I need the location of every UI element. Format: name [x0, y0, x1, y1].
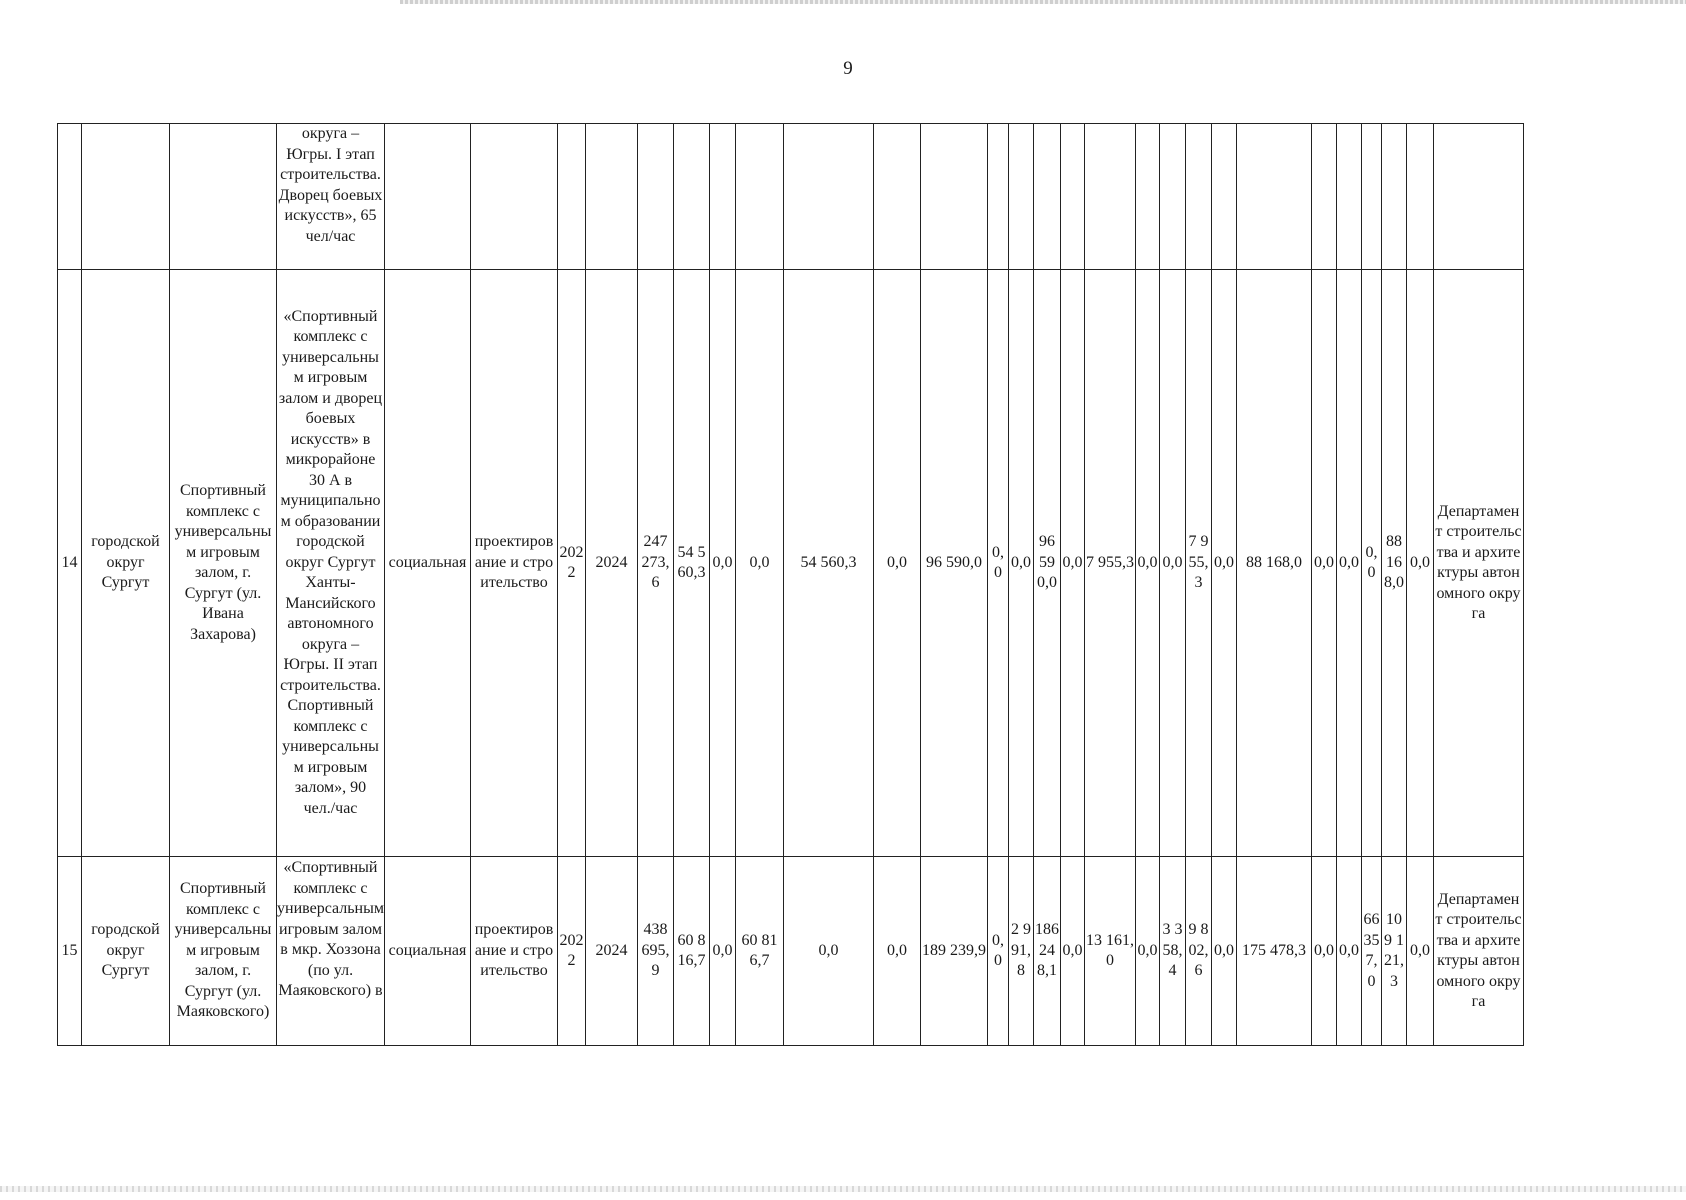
- value-cell: 0,0: [1337, 857, 1362, 1046]
- agency-cell: Департамент строительства и архитектуры автономного округа: [1434, 270, 1524, 857]
- value-cell: [736, 124, 784, 270]
- value-cell: [874, 124, 921, 270]
- object-full-name-text: «Спортивный комплекс с универсальным игровым залом в мкр. Хоззона (по ул. Маяковского) в: [277, 859, 384, 999]
- value-cell: 189 239,9: [921, 857, 988, 1046]
- row-number: [58, 124, 82, 270]
- value-cell: [1186, 124, 1212, 270]
- value-cell: 3 358,4: [1160, 857, 1186, 1046]
- value-cell: 0,0: [1407, 857, 1434, 1046]
- value-cell: 109 121,3: [1382, 857, 1407, 1046]
- work-type-cell: проектирование и строительство: [471, 857, 558, 1046]
- value-cell: 186 248,1: [1034, 857, 1061, 1046]
- value-cell: [1061, 124, 1085, 270]
- object-name-cell: Спортивный комплекс с универсальным игровым залом, г. Сургут (ул. Маяковского): [170, 857, 277, 1046]
- table-row: [58, 270, 1524, 857]
- value-cell: 0,0: [1212, 270, 1237, 857]
- value-cell: 0,0: [1160, 270, 1186, 857]
- value-cell: 0,0: [710, 857, 736, 1046]
- agency-cell: [1434, 124, 1524, 270]
- value-cell: 54 560,3: [784, 270, 874, 857]
- value-cell: [1237, 124, 1312, 270]
- row-number: 14: [58, 270, 82, 857]
- value-cell: 0,0: [784, 857, 874, 1046]
- end-year-cell: 2024: [586, 270, 638, 857]
- value-cell: [1212, 124, 1237, 270]
- value-cell: 0,0: [710, 270, 736, 857]
- value-cell: 0,0: [1009, 270, 1034, 857]
- value-cell: 96 590,0: [921, 270, 988, 857]
- value-cell: [988, 124, 1009, 270]
- sector-cell: социальная: [385, 270, 471, 857]
- value-cell: 0,0: [1312, 857, 1337, 1046]
- start-year-cell: 2022: [558, 270, 586, 857]
- value-cell: 0,0: [1061, 270, 1085, 857]
- value-cell: 0,0: [1136, 270, 1160, 857]
- value-cell: 175 478,3: [1237, 857, 1312, 1046]
- value-cell: 0,0: [736, 270, 784, 857]
- municipality-cell: [82, 124, 170, 270]
- value-cell: [674, 124, 710, 270]
- value-cell: [784, 124, 874, 270]
- object-name-cell: [170, 124, 277, 270]
- object-full-name-cell: округа – Югры. I этап строительства. Дворец боевых искусств», 65 чел/час: [277, 124, 385, 270]
- scan-edge-bottom: [0, 1186, 1686, 1192]
- value-cell: [1085, 124, 1136, 270]
- value-cell: [1160, 124, 1186, 270]
- value-cell: [1382, 124, 1407, 270]
- value-cell: 60 816,7: [674, 857, 710, 1046]
- value-cell: 7 955,3: [1186, 270, 1212, 857]
- value-cell: 13 161,0: [1085, 857, 1136, 1046]
- start-year-cell: 2022: [558, 857, 586, 1046]
- object-full-name-cell: [277, 857, 385, 1046]
- value-cell: 54 560,3: [674, 270, 710, 857]
- value-cell: [710, 124, 736, 270]
- start-year-cell: [558, 124, 586, 270]
- end-year-cell: [586, 124, 638, 270]
- table-row: [58, 124, 1524, 270]
- value-cell: [1009, 124, 1034, 270]
- value-cell: 88 168,0: [1237, 270, 1312, 857]
- value-cell: [1136, 124, 1160, 270]
- value-cell: 96 590,0: [1034, 270, 1061, 857]
- value-cell: [638, 124, 674, 270]
- value-cell: 438 695,9: [638, 857, 674, 1046]
- value-cell: [1312, 124, 1337, 270]
- value-cell: [1362, 124, 1382, 270]
- value-cell: 7 955,3: [1085, 270, 1136, 857]
- value-cell: [1407, 124, 1434, 270]
- value-cell: 88 168,0: [1382, 270, 1407, 857]
- value-cell: 0,0: [874, 857, 921, 1046]
- investment-table: [57, 123, 1524, 1046]
- value-cell: 2 991,8: [1009, 857, 1034, 1046]
- end-year-cell: 2024: [586, 857, 638, 1046]
- work-type-cell: [471, 124, 558, 270]
- page-number: 9: [843, 58, 853, 79]
- value-cell: 9 802,6: [1186, 857, 1212, 1046]
- table-row: [58, 857, 1524, 1046]
- agency-cell: Департамент строительства и архитектуры автономного округа: [1434, 857, 1524, 1046]
- value-cell: 0,0: [1407, 270, 1434, 857]
- work-type-cell: проектирование и строительство: [471, 270, 558, 857]
- sector-cell: [385, 124, 471, 270]
- value-cell: 0,0: [1337, 270, 1362, 857]
- value-cell: 0,0: [1061, 857, 1085, 1046]
- value-cell: 0,0: [988, 857, 1009, 1046]
- value-cell: 0,0: [874, 270, 921, 857]
- value-cell: [921, 124, 988, 270]
- value-cell: 60 816,7: [736, 857, 784, 1046]
- value-cell: 0,0: [1312, 270, 1337, 857]
- municipality-cell: городской округ Сургут: [82, 857, 170, 1046]
- value-cell: [1337, 124, 1362, 270]
- value-cell: 66 357,0: [1362, 857, 1382, 1046]
- sector-cell: социальная: [385, 857, 471, 1046]
- object-full-name-cell: «Спортивный комплекс с универсальным игровым залом и дворец боевых искусств» в микрорайоне 30 А в муниципальном образовании городской округ Сургут Ханты-Мансийского автономного округа – Югры. II этап строительства. Спортивный комплекс с универсальным игровым залом», 90 чел./час: [277, 270, 385, 857]
- scan-edge-top: [400, 0, 1686, 4]
- value-cell: 0,0: [1362, 270, 1382, 857]
- value-cell: 0,0: [1212, 857, 1237, 1046]
- value-cell: 0,0: [1136, 857, 1160, 1046]
- value-cell: 247 273,6: [638, 270, 674, 857]
- value-cell: 0,0: [988, 270, 1009, 857]
- object-name-cell: Спортивный комплекс с универсальным игровым залом, г. Сургут (ул. Ивана Захарова): [170, 270, 277, 857]
- value-cell: [1034, 124, 1061, 270]
- municipality-cell: городской округ Сургут: [82, 270, 170, 857]
- row-number: 15: [58, 857, 82, 1046]
